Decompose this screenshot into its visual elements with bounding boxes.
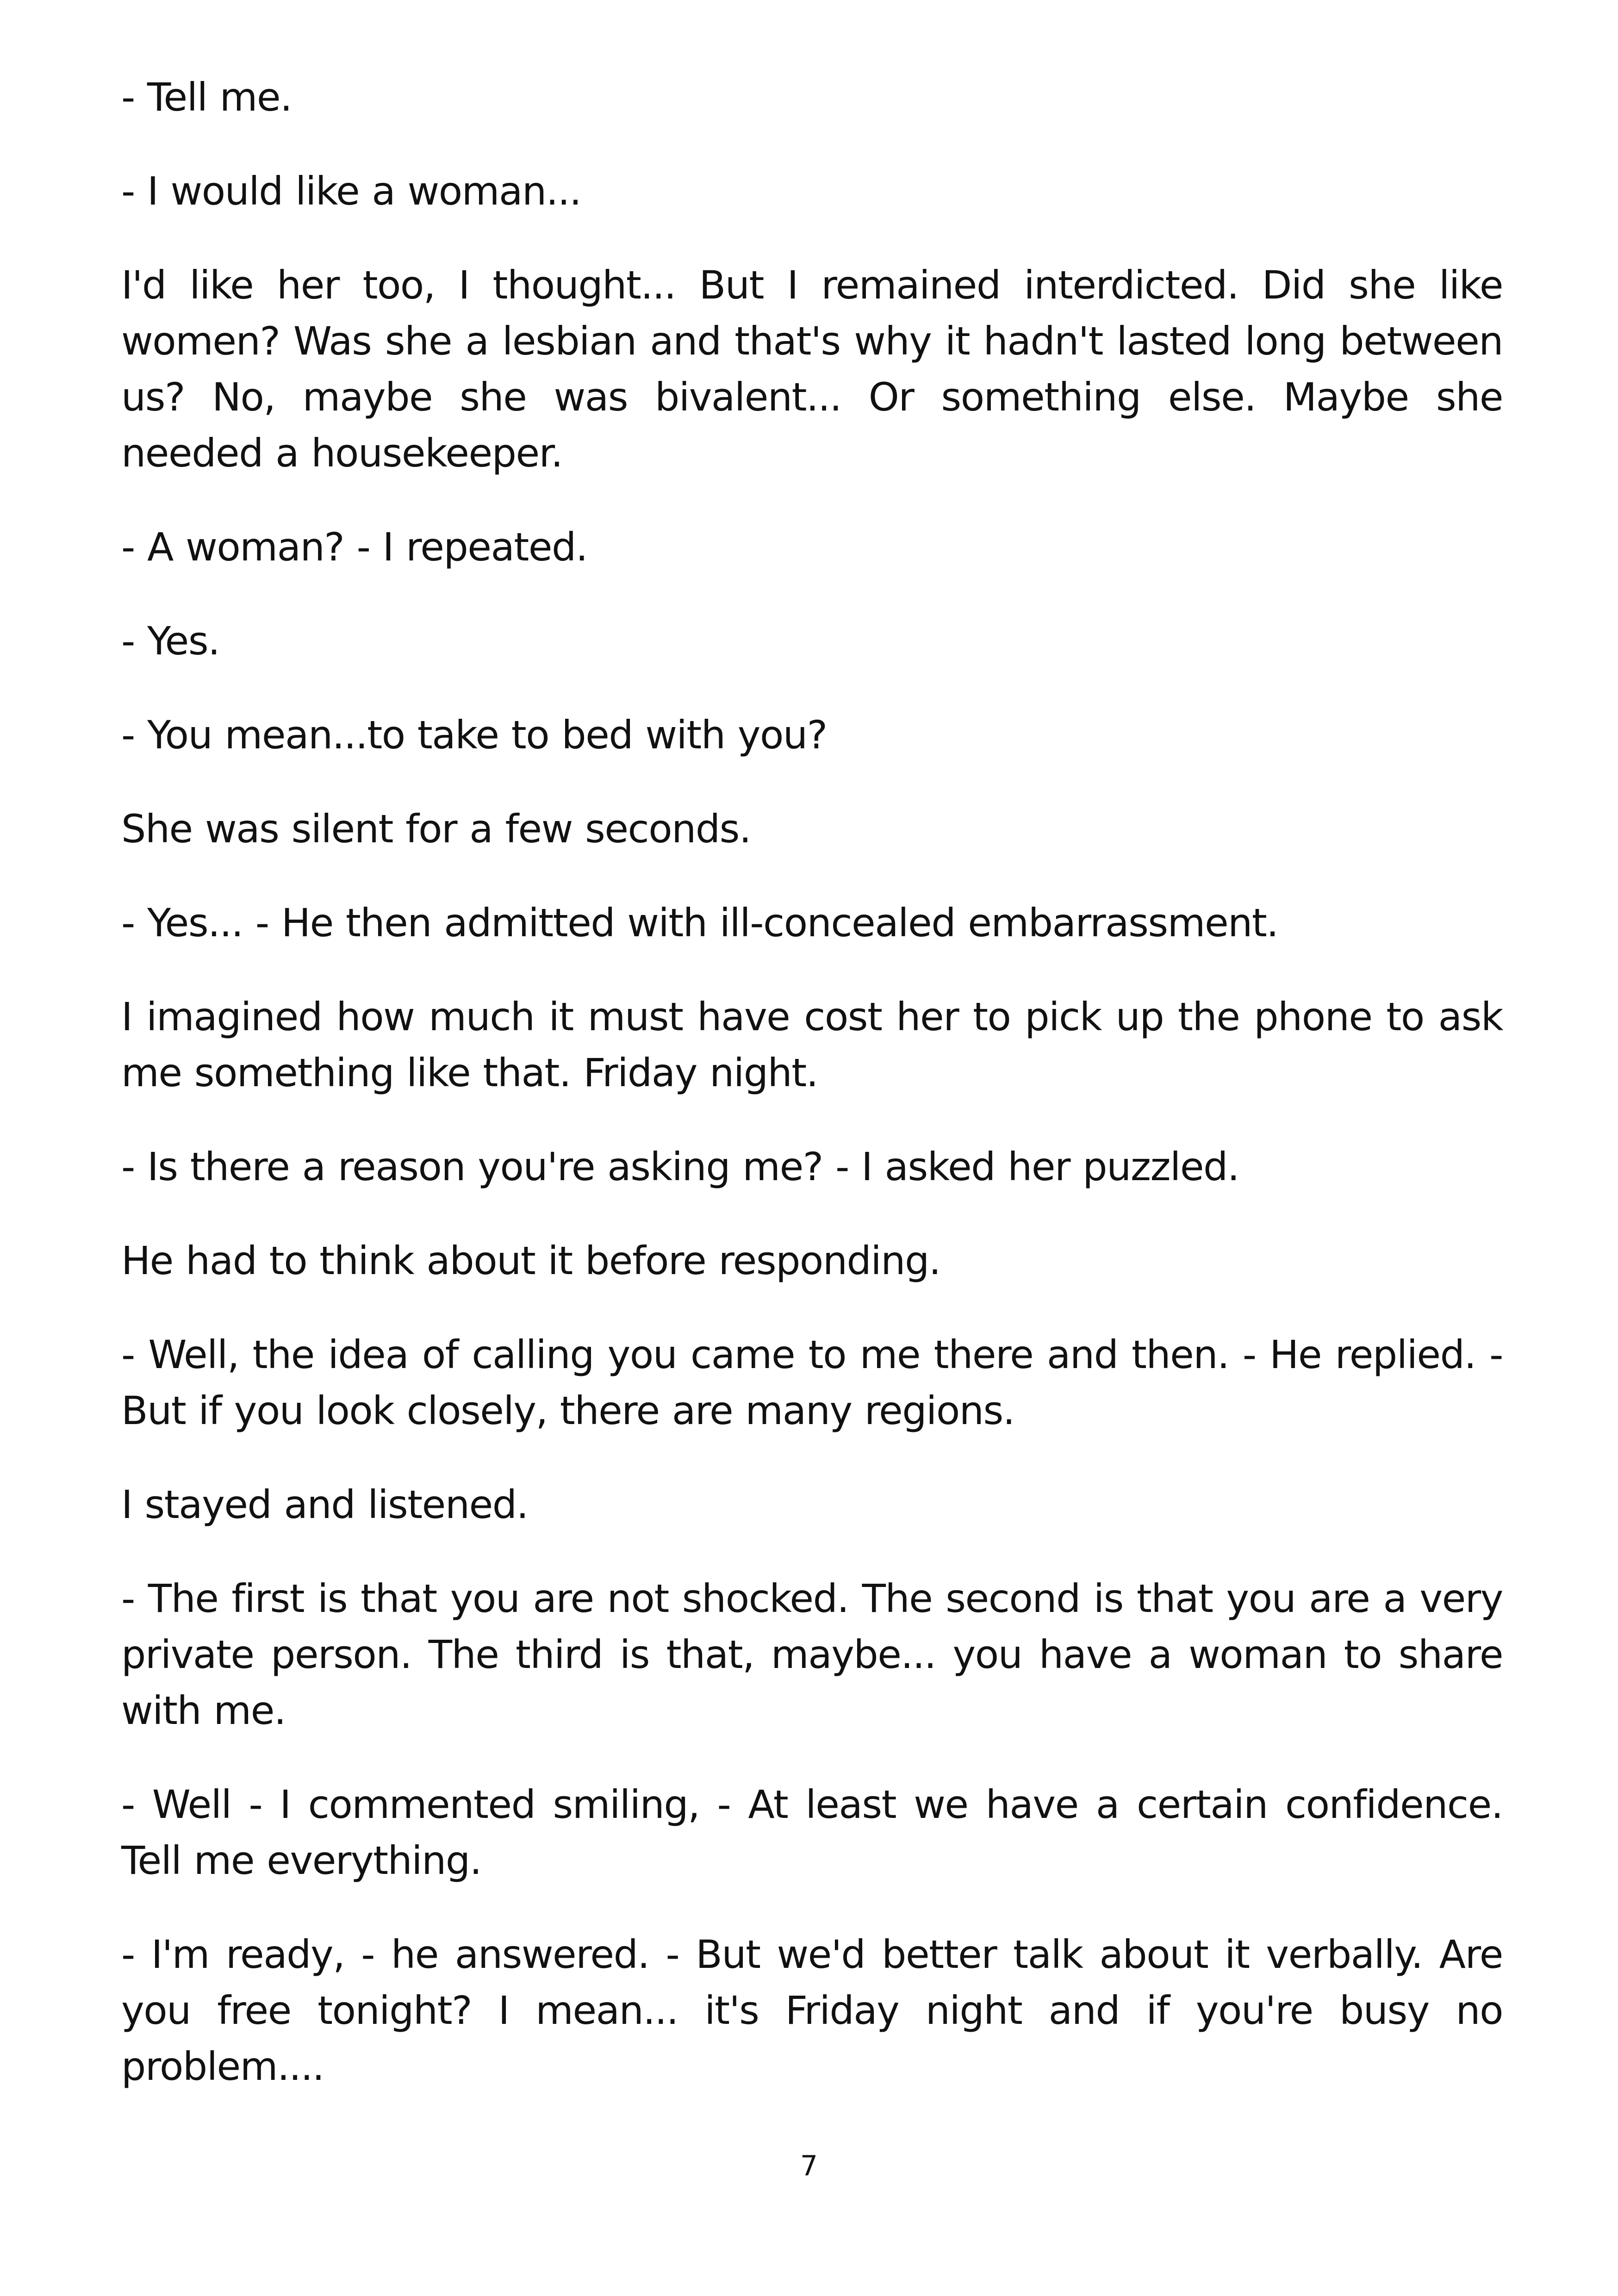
paragraph: - Well, the idea of calling you came to me there and then. - He replied. - But if you look closely, there are many regions. (121, 1332, 1503, 1433)
paragraph: - I'm ready, - he answered. - But we'd better talk about it verbally. Are you free tonight? I mean... it's Friday night and if you're busy no problem.... (121, 1932, 1503, 2089)
paragraph: I stayed and listened. (121, 1482, 528, 1527)
paragraph: I'd like her too, I thought... But I remained interdicted. Did she like women? Was she a lesbian and that's why it hadn't lasted long between us? No, maybe she was bivalent... Or something else. Maybe she needed a housekeeper. (121, 262, 1503, 476)
page-number: 7 (800, 2150, 818, 2182)
paragraph: He had to think about it before responding. (121, 1238, 940, 1283)
paragraph: - Well - I commented smiling, - At least we have a certain confidence. Tell me everything. (121, 1782, 1503, 1883)
paragraph: - You mean...to take to bed with you? (121, 712, 827, 758)
paragraph: I imagined how much it must have cost her to pick up the phone to ask me something like that. Friday night. (121, 994, 1503, 1095)
paragraph: She was silent for a few seconds. (121, 806, 751, 852)
paragraph: - Is there a reason you're asking me? - I asked her puzzled. (121, 1144, 1239, 1189)
paragraph: - Yes... - He then admitted with ill-concealed embarrassment. (121, 900, 1278, 946)
paragraph: - Yes. (121, 618, 220, 664)
paragraph: - The first is that you are not shocked. The second is that you are a very private person. The third is that, maybe... you have a woman to share with me. (121, 1576, 1503, 1733)
document-page (121, 69, 1503, 2133)
paragraph: - A woman? - I repeated. (121, 524, 588, 570)
paragraph: - I would like a woman... (121, 168, 581, 214)
paragraph: - Tell me. (121, 75, 292, 120)
